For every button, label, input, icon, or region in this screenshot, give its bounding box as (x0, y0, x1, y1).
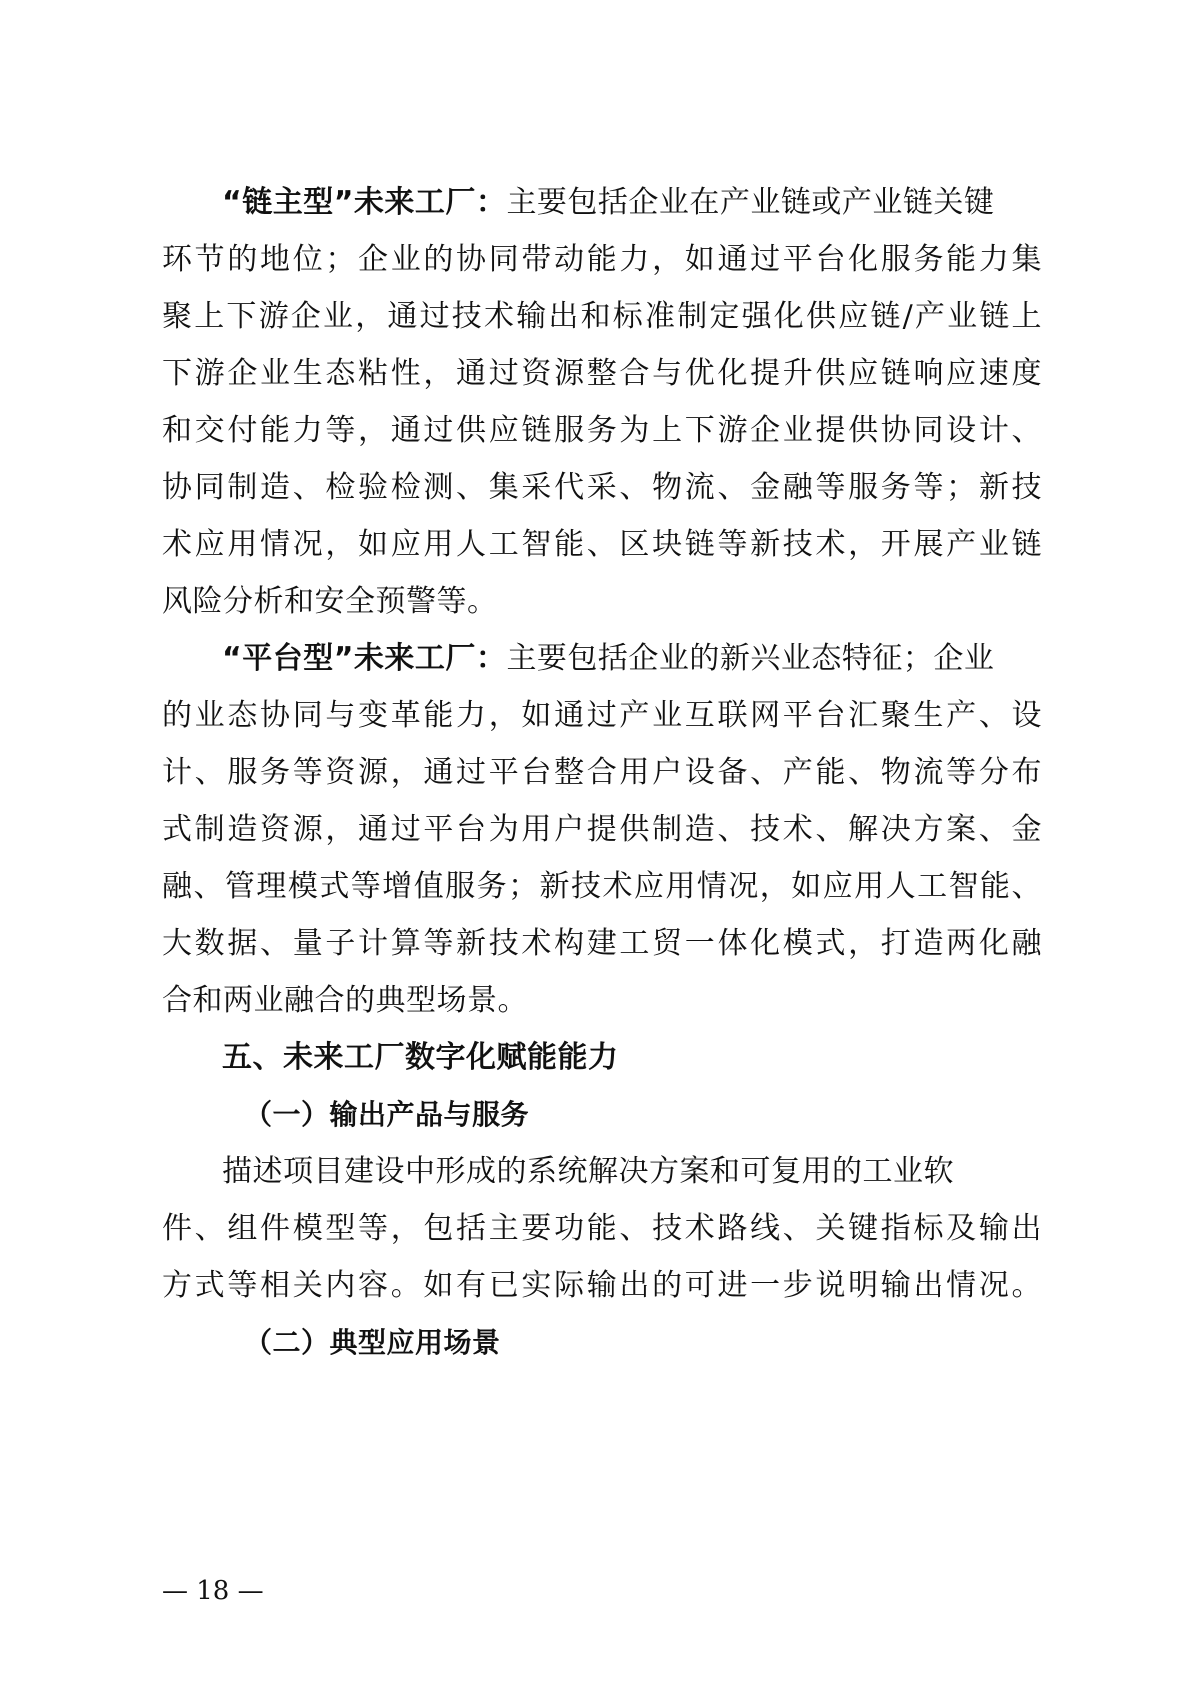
chain-paragraph-line-4: 下游企业生态粘性，通过资源整合与优化提升供应链响应速度 (162, 356, 1042, 391)
chain-paragraph-line-2: 环节的地位；企业的协同带动能力，如通过平台化服务能力集 (162, 242, 1042, 277)
platform-paragraph-line-5: 融、管理模式等增值服务；新技术应用情况，如应用人工智能、 (162, 869, 1042, 904)
output-paragraph-line-3: 方式等相关内容。如有已实际输出的可进一步说明输出情况。 (162, 1268, 1042, 1303)
page-number: — 18 — (162, 1576, 264, 1606)
chain-text: 主要包括企业在产业链或产业链关键 (506, 185, 995, 220)
platform-paragraph-line-6: 大数据、量子计算等新技术构建工贸一体化模式，打造两化融 (162, 926, 1042, 961)
chain-paragraph-line-5: 和交付能力等，通过供应链服务为上下游企业提供协同设计、 (162, 413, 1042, 448)
output-paragraph-line-2: 件、组件模型等，包括主要功能、技术路线、关键指标及输出 (162, 1211, 1042, 1246)
chain-paragraph-line-3: 聚上下游企业，通过技术输出和标准制定强化供应链/产业链上 (162, 299, 1042, 334)
section-heading-five: 五、未来工厂数字化赋能能力 (222, 1040, 619, 1075)
chain-label: “链主型”未来工厂： (222, 185, 507, 220)
chain-paragraph-line-1 (222, 183, 1102, 223)
platform-paragraph-line-2: 的业态协同与变革能力，如通过产业互联网平台汇聚生产、设 (162, 698, 1042, 733)
subheading-output-products: （一）输出产品与服务 (244, 1098, 530, 1131)
output-paragraph-line-1: 描述项目建设中形成的系统解决方案和可复用的工业软 (222, 1154, 954, 1189)
platform-paragraph-line-4: 式制造资源，通过平台为用户提供制造、技术、解决方案、金 (162, 812, 1042, 847)
platform-text: 主要包括企业的新兴业态特征；企业 (506, 641, 995, 676)
chain-paragraph-line-6: 协同制造、检验检测、集采代采、物流、金融等服务等；新技 (162, 470, 1042, 505)
platform-label: “平台型”未来工厂： (222, 641, 507, 676)
platform-paragraph-line-7: 合和两业融合的典型场景。 (162, 983, 528, 1018)
platform-paragraph-line-1 (222, 639, 1102, 679)
subheading-typical-scenarios: （二）典型应用场景 (244, 1326, 501, 1359)
chain-paragraph-line-7: 术应用情况，如应用人工智能、区块链等新技术，开展产业链 (162, 527, 1042, 562)
platform-paragraph-line-3: 计、服务等资源，通过平台整合用户设备、产能、物流等分布 (162, 755, 1042, 790)
chain-paragraph-line-8: 风险分析和安全预警等。 (162, 584, 498, 619)
